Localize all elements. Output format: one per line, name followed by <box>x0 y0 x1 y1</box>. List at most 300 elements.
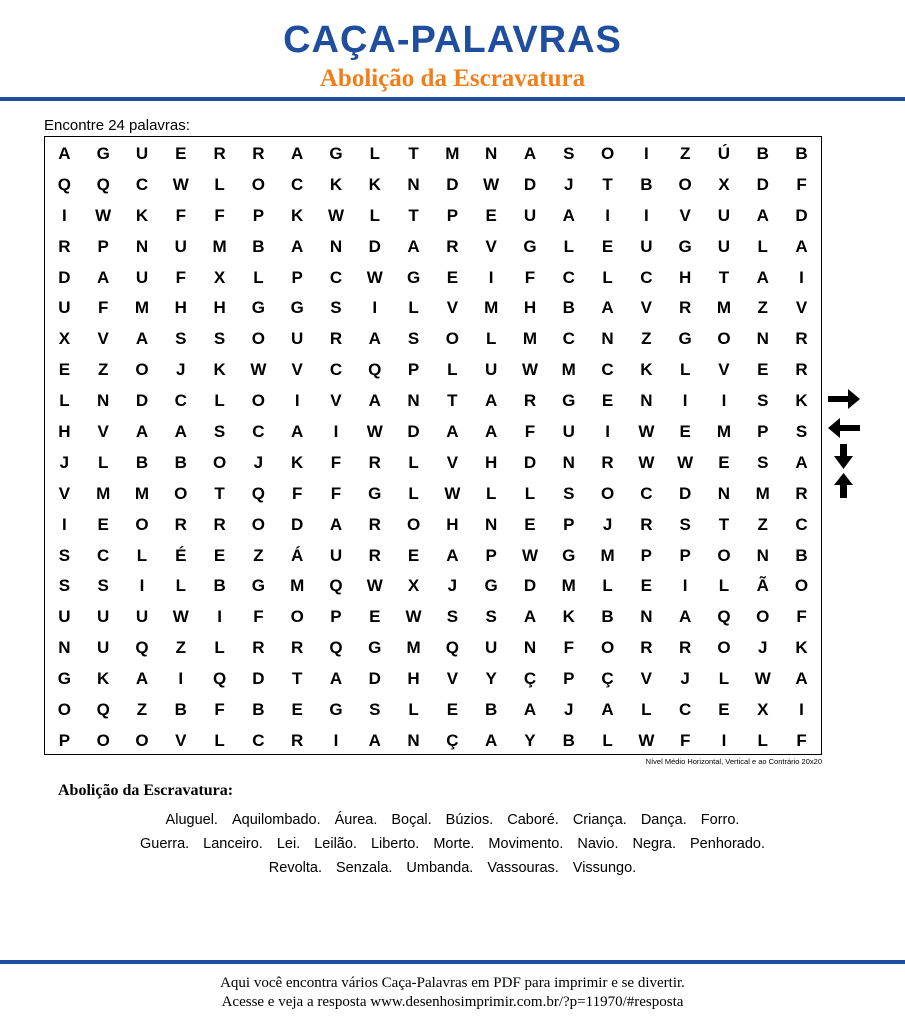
grid-cell: A <box>523 700 537 720</box>
grid-cell: S <box>369 700 381 720</box>
grid-cell: R <box>795 360 808 380</box>
grid-cell: R <box>446 236 459 256</box>
grid-row <box>45 201 821 232</box>
grid-cell: C <box>640 483 653 503</box>
grid-cell: C <box>562 267 575 287</box>
grid-cell: Q <box>717 607 731 627</box>
grid-cell: G <box>251 298 265 318</box>
grid-cell: S <box>446 607 459 627</box>
grid-cell: Ú <box>717 144 731 163</box>
grid-cell: O <box>174 483 188 503</box>
grid-cell: O <box>135 730 149 750</box>
grid-cell: D <box>58 267 71 287</box>
grid-cell: L <box>369 144 380 163</box>
grid-cell: U <box>135 607 149 627</box>
grid-cell: A <box>329 514 343 534</box>
arrow-up-icon <box>826 472 862 498</box>
grid-cell: L <box>408 483 419 503</box>
grid-cell: Q <box>329 638 343 658</box>
grid-cell: M <box>561 576 576 596</box>
grid-cell: I <box>62 514 67 534</box>
grid-cell: H <box>407 669 420 689</box>
word-item: Navio. <box>577 836 619 852</box>
grid-cell: F <box>330 452 342 472</box>
grid-cell: N <box>485 514 498 534</box>
grid-cell: L <box>214 730 225 750</box>
grid-row <box>45 293 821 324</box>
grid-cell: T <box>602 174 613 194</box>
grid-cell: J <box>253 452 264 472</box>
grid-cell: A <box>407 236 420 256</box>
grid-cell: L <box>679 360 691 380</box>
grid-cell: P <box>58 730 71 750</box>
grid-cell: C <box>679 700 692 720</box>
grid-cell: B <box>756 144 769 163</box>
grid-cell: A <box>97 267 110 287</box>
grid-cell: D <box>795 205 808 225</box>
grid-cell: P <box>757 422 769 442</box>
grid-cell: W <box>172 174 189 194</box>
grid-cell: P <box>563 669 575 689</box>
grid-cell: E <box>97 514 109 534</box>
grid-cell: V <box>58 483 71 503</box>
grid-cell: G <box>368 638 382 658</box>
grid-cell: W <box>366 422 383 442</box>
grid-cell: S <box>563 144 575 163</box>
grid-cell: D <box>368 669 381 689</box>
grid-cell: O <box>717 545 731 565</box>
grid-cell: H <box>446 514 459 534</box>
grid-cell: L <box>408 298 419 318</box>
grid-cell: H <box>485 452 498 472</box>
grid-cell: Z <box>641 329 652 349</box>
grid-cell: R <box>368 452 381 472</box>
word-list-title: Abolição da Escravatura: <box>58 782 234 799</box>
word-item: Movimento. <box>488 836 564 852</box>
grid-cell: H <box>679 267 692 287</box>
grid-cell: U <box>135 267 149 287</box>
grid-cell: O <box>600 638 615 658</box>
grid-cell: V <box>175 730 187 750</box>
grid-cell: L <box>718 576 730 596</box>
grid-cell: E <box>446 267 459 287</box>
grid-cell: R <box>58 236 71 256</box>
grid-cell: U <box>58 607 71 627</box>
grid-cell: T <box>718 514 730 534</box>
grid-cell: E <box>291 700 303 720</box>
grid-cell: A <box>446 422 459 442</box>
grid-cell: L <box>641 700 652 720</box>
grid-cell: F <box>330 483 342 503</box>
grid-cell: D <box>135 391 149 411</box>
grid-row <box>45 170 821 201</box>
grid-cell: R <box>368 545 381 565</box>
grid-cell: U <box>485 638 498 658</box>
grid-cell: M <box>716 298 732 318</box>
grid-cell: N <box>329 236 343 256</box>
grid-cell: W <box>754 669 771 689</box>
grid-cell: B <box>601 607 614 627</box>
grid-cell: J <box>447 576 458 596</box>
grid-cell: V <box>718 360 730 380</box>
grid-cell: E <box>213 545 226 565</box>
grid-cell: D <box>446 174 459 194</box>
grid-cell: G <box>406 267 421 287</box>
grid-cell: L <box>408 452 419 472</box>
grid-row <box>45 448 821 479</box>
grid-cell: F <box>796 174 807 194</box>
grid-cell: G <box>329 144 343 163</box>
grid-cell: M <box>755 483 770 503</box>
grid-cell: U <box>58 298 71 318</box>
grid-cell: S <box>757 391 769 411</box>
grid-cell: A <box>523 607 537 627</box>
grid-cell: V <box>640 298 653 318</box>
word-item: Leilão. <box>314 836 357 852</box>
grid-cell: O <box>406 514 421 534</box>
grid-cell: W <box>366 267 383 287</box>
grid-cell: O <box>251 329 265 349</box>
grid-cell: L <box>175 576 186 596</box>
grid-cell: I <box>488 267 494 287</box>
grid-cell: J <box>176 360 186 380</box>
grid-cell: O <box>96 730 110 750</box>
footer <box>0 974 905 1012</box>
grid-cell: U <box>640 236 653 256</box>
grid-cell: I <box>372 298 378 318</box>
grid-cell: A <box>756 205 769 225</box>
grid-cell: W <box>172 607 189 627</box>
grid-cell: É <box>175 545 187 565</box>
grid-cell: A <box>135 329 149 349</box>
grid-cell: R <box>795 483 808 503</box>
grid-row <box>45 571 821 602</box>
word-item: Boçal. <box>391 812 432 828</box>
grid-cell: S <box>563 483 575 503</box>
grid-cell: B <box>640 174 653 194</box>
grid-cell: O <box>290 607 304 627</box>
grid-row <box>45 633 821 664</box>
grid-cell: I <box>721 391 727 411</box>
grid-cell: A <box>795 452 808 472</box>
grid-cell: A <box>446 545 459 565</box>
bottom-divider <box>0 960 905 964</box>
grid-cell: I <box>643 144 649 163</box>
grid-cell: A <box>135 422 149 442</box>
word-item: Umbanda. <box>406 860 474 876</box>
grid-cell: J <box>758 638 768 658</box>
grid-cell: N <box>523 638 537 658</box>
grid-cell: C <box>329 360 343 380</box>
grid-cell: P <box>407 360 420 380</box>
grid-cell: N <box>640 391 653 411</box>
grid-cell: G <box>523 236 537 256</box>
word-item: Búzios. <box>445 812 494 828</box>
grid-cell: F <box>98 298 109 318</box>
grid-cell: K <box>640 360 653 380</box>
grid-cell: A <box>485 730 498 750</box>
grid-cell: B <box>174 700 187 720</box>
grid-cell: B <box>252 700 265 720</box>
word-item: Aluguel. <box>165 812 218 828</box>
word-list-line <box>0 808 905 832</box>
grid-cell: H <box>174 298 187 318</box>
grid-cell: G <box>484 576 498 596</box>
grid-cell: L <box>485 329 497 349</box>
grid-cell: E <box>524 514 536 534</box>
grid-row <box>45 479 821 510</box>
grid-cell: L <box>447 360 458 380</box>
grid-cell: H <box>523 298 537 318</box>
grid-cell: M <box>290 576 305 596</box>
grid-cell: E <box>640 576 653 596</box>
grid-cell: A <box>368 391 381 411</box>
grid-cell: Q <box>135 638 149 658</box>
grid-cell: R <box>213 514 226 534</box>
grid-row <box>45 355 821 386</box>
grid-cell: Z <box>98 360 109 380</box>
grid-cell: R <box>213 144 226 163</box>
grid-cell: Y <box>524 730 536 750</box>
grid-cell: S <box>485 607 497 627</box>
grid-cell: G <box>96 144 110 163</box>
grid-cell: E <box>718 700 730 720</box>
top-divider <box>0 97 905 101</box>
grid-cell: G <box>290 298 304 318</box>
grid-cell: O <box>678 174 692 194</box>
grid-cell: Z <box>253 545 264 565</box>
grid-cell: D <box>756 174 769 194</box>
grid-cell: I <box>139 576 145 596</box>
grid-cell: A <box>601 298 614 318</box>
grid-cell: N <box>756 545 769 565</box>
grid-cell: B <box>485 700 498 720</box>
grid-cell: N <box>407 730 420 750</box>
grid-cell: A <box>601 700 614 720</box>
grid-cell: A <box>485 391 498 411</box>
grid-cell: B <box>562 730 575 750</box>
grid-cell: W <box>483 174 500 194</box>
grid-cell: B <box>795 144 808 163</box>
grid-cell: F <box>175 205 186 225</box>
grid-cell: K <box>213 360 226 380</box>
grid-cell: R <box>291 638 304 658</box>
grid-cell: M <box>522 329 538 349</box>
grid-cell: V <box>446 669 459 689</box>
grid-cell: W <box>327 205 344 225</box>
grid-cell: I <box>294 391 300 411</box>
grid-cell: S <box>795 422 808 442</box>
grid-cell: P <box>97 236 109 256</box>
grid-cell: N <box>407 391 420 411</box>
grid-cell: F <box>175 267 186 287</box>
grid-cell: A <box>679 607 692 627</box>
grid-cell: A <box>795 236 808 256</box>
grid-cell: W <box>638 730 655 750</box>
grid-cell: D <box>523 576 537 596</box>
grid-cell: V <box>446 298 459 318</box>
grid-cell: B <box>174 452 187 472</box>
grid-cell: Q <box>445 638 459 658</box>
grid-cell: L <box>524 483 536 503</box>
grid-cell: V <box>291 360 303 380</box>
footer-line-2: Acesse e veja a resposta www.desenhosimprimir.com.br/?p=11970/#resposta <box>221 994 684 1010</box>
grid-cell: M <box>134 483 150 503</box>
grid-cell: C <box>640 267 653 287</box>
grid-cell: Ç <box>601 669 614 689</box>
grid-cell: H <box>213 298 226 318</box>
grid-cell: Ã <box>756 576 769 596</box>
grid-cell: M <box>134 298 150 318</box>
grid-cell: E <box>369 607 381 627</box>
grid-cell: M <box>406 638 421 658</box>
grid-cell: U <box>523 205 537 225</box>
grid-cell: O <box>251 391 265 411</box>
grid-cell: G <box>368 483 382 503</box>
grid-cell: F <box>214 205 225 225</box>
grid-cell: Ç <box>446 730 459 750</box>
grid-cell: Q <box>329 576 343 596</box>
word-item: Liberto. <box>370 836 420 852</box>
grid-cell: W <box>521 545 538 565</box>
grid-cell: V <box>97 329 109 349</box>
grid-cell: S <box>58 545 71 565</box>
grid-cell: R <box>601 452 614 472</box>
grid-cell: Ç <box>523 669 537 689</box>
grid-cell: T <box>447 391 458 411</box>
grid-cell: C <box>174 391 187 411</box>
grid-cell: K <box>291 205 304 225</box>
grid-cell: D <box>523 174 537 194</box>
grid-cell: Z <box>175 638 186 658</box>
grid-cell: E <box>175 144 187 163</box>
grid-cell: C <box>291 174 304 194</box>
grid-cell: D <box>523 452 537 472</box>
grid-cell: Z <box>757 298 768 318</box>
grid-cell: V <box>97 422 109 442</box>
grid-cell: W <box>366 576 383 596</box>
grid-cell: C <box>252 730 265 750</box>
grid-cell: S <box>175 329 187 349</box>
grid-cell: C <box>329 267 343 287</box>
grid-cell: U <box>97 638 110 658</box>
grid-cell: A <box>562 205 575 225</box>
grid-cell: G <box>57 669 72 689</box>
grid-cell: M <box>445 144 460 163</box>
grid-cell: O <box>57 700 72 720</box>
grid-cell: S <box>58 576 71 596</box>
grid-cell: Á <box>291 545 304 565</box>
grid-cell: K <box>795 391 808 411</box>
grid-cell: I <box>721 730 727 750</box>
grid-cell: L <box>214 638 225 658</box>
grid-cell: A <box>291 236 304 256</box>
grid-cell: N <box>58 638 71 658</box>
grid-cell: P <box>446 205 459 225</box>
grid-cell: R <box>640 638 653 658</box>
grid-row <box>45 386 821 417</box>
grid-cell: O <box>600 144 615 163</box>
grid-cell: U <box>291 329 304 349</box>
grid-cell: K <box>291 452 304 472</box>
grid-cell: L <box>757 236 768 256</box>
grid-cell: F <box>563 638 574 658</box>
grid-cell: A <box>756 267 769 287</box>
grid-cell: N <box>717 483 731 503</box>
grid-cell: E <box>757 360 769 380</box>
grid-cell: T <box>408 205 419 225</box>
grid-cell: Z <box>757 514 768 534</box>
grid-cell: O <box>756 607 770 627</box>
word-list-line <box>0 856 905 880</box>
grid-cell: P <box>563 514 575 534</box>
grid-cell: I <box>643 205 649 225</box>
footer-line-1: Aqui você encontra vários Caça-Palavras em PDF para imprimir e se divertir. <box>220 975 685 991</box>
grid-cell: F <box>253 607 264 627</box>
grid-cell: R <box>640 514 653 534</box>
grid-cell: N <box>97 391 110 411</box>
grid-cell: C <box>795 514 808 534</box>
grid-cell: C <box>601 360 614 380</box>
grid-cell: C <box>562 329 575 349</box>
grid-cell: P <box>330 607 342 627</box>
word-item: Morte. <box>433 836 475 852</box>
grid-cell: D <box>252 669 265 689</box>
grid-cell: A <box>329 669 343 689</box>
grid-cell: R <box>252 144 265 163</box>
word-item: Penhorado. <box>690 836 765 852</box>
grid-row <box>45 324 821 355</box>
grid-cell: V <box>330 391 342 411</box>
grid-row <box>45 695 821 726</box>
grid-cell: U <box>174 236 187 256</box>
grid-cell: V <box>795 298 808 318</box>
grid-cell: M <box>600 545 615 565</box>
word-item: Dança. <box>640 812 687 828</box>
grid-cell: L <box>408 700 419 720</box>
grid-cell: J <box>59 452 70 472</box>
grid-cell: G <box>329 700 343 720</box>
grid-cell: I <box>682 391 688 411</box>
grid-cell: X <box>718 174 730 194</box>
grid-cell: V <box>640 669 653 689</box>
grid-cell: N <box>640 607 653 627</box>
grid-cell: G <box>562 391 576 411</box>
page-subtitle: Abolição da Escravatura <box>319 65 586 92</box>
instructions: Encontre 24 palavras: <box>44 117 190 134</box>
grid-cell: U <box>717 236 731 256</box>
grid-cell: F <box>291 483 303 503</box>
word-item: Áurea. <box>334 812 378 828</box>
grid-cell: L <box>253 267 264 287</box>
grid-cell: E <box>679 422 691 442</box>
grid-cell: Q <box>368 360 382 380</box>
grid-cell: A <box>135 669 149 689</box>
grid-cell: A <box>291 422 304 442</box>
grid-cell: E <box>58 360 71 380</box>
grid-cell: W <box>250 360 267 380</box>
grid-cell: B <box>252 236 265 256</box>
grid-cell: B <box>795 545 808 565</box>
grid-cell: T <box>214 483 225 503</box>
word-item: Negra. <box>632 836 677 852</box>
grid-cell: O <box>251 174 265 194</box>
grid-cell: J <box>680 669 690 689</box>
grid-cell: O <box>212 452 227 472</box>
grid-cell: P <box>485 545 497 565</box>
grid-cell: M <box>212 236 227 256</box>
grid-cell: Z <box>136 700 148 720</box>
